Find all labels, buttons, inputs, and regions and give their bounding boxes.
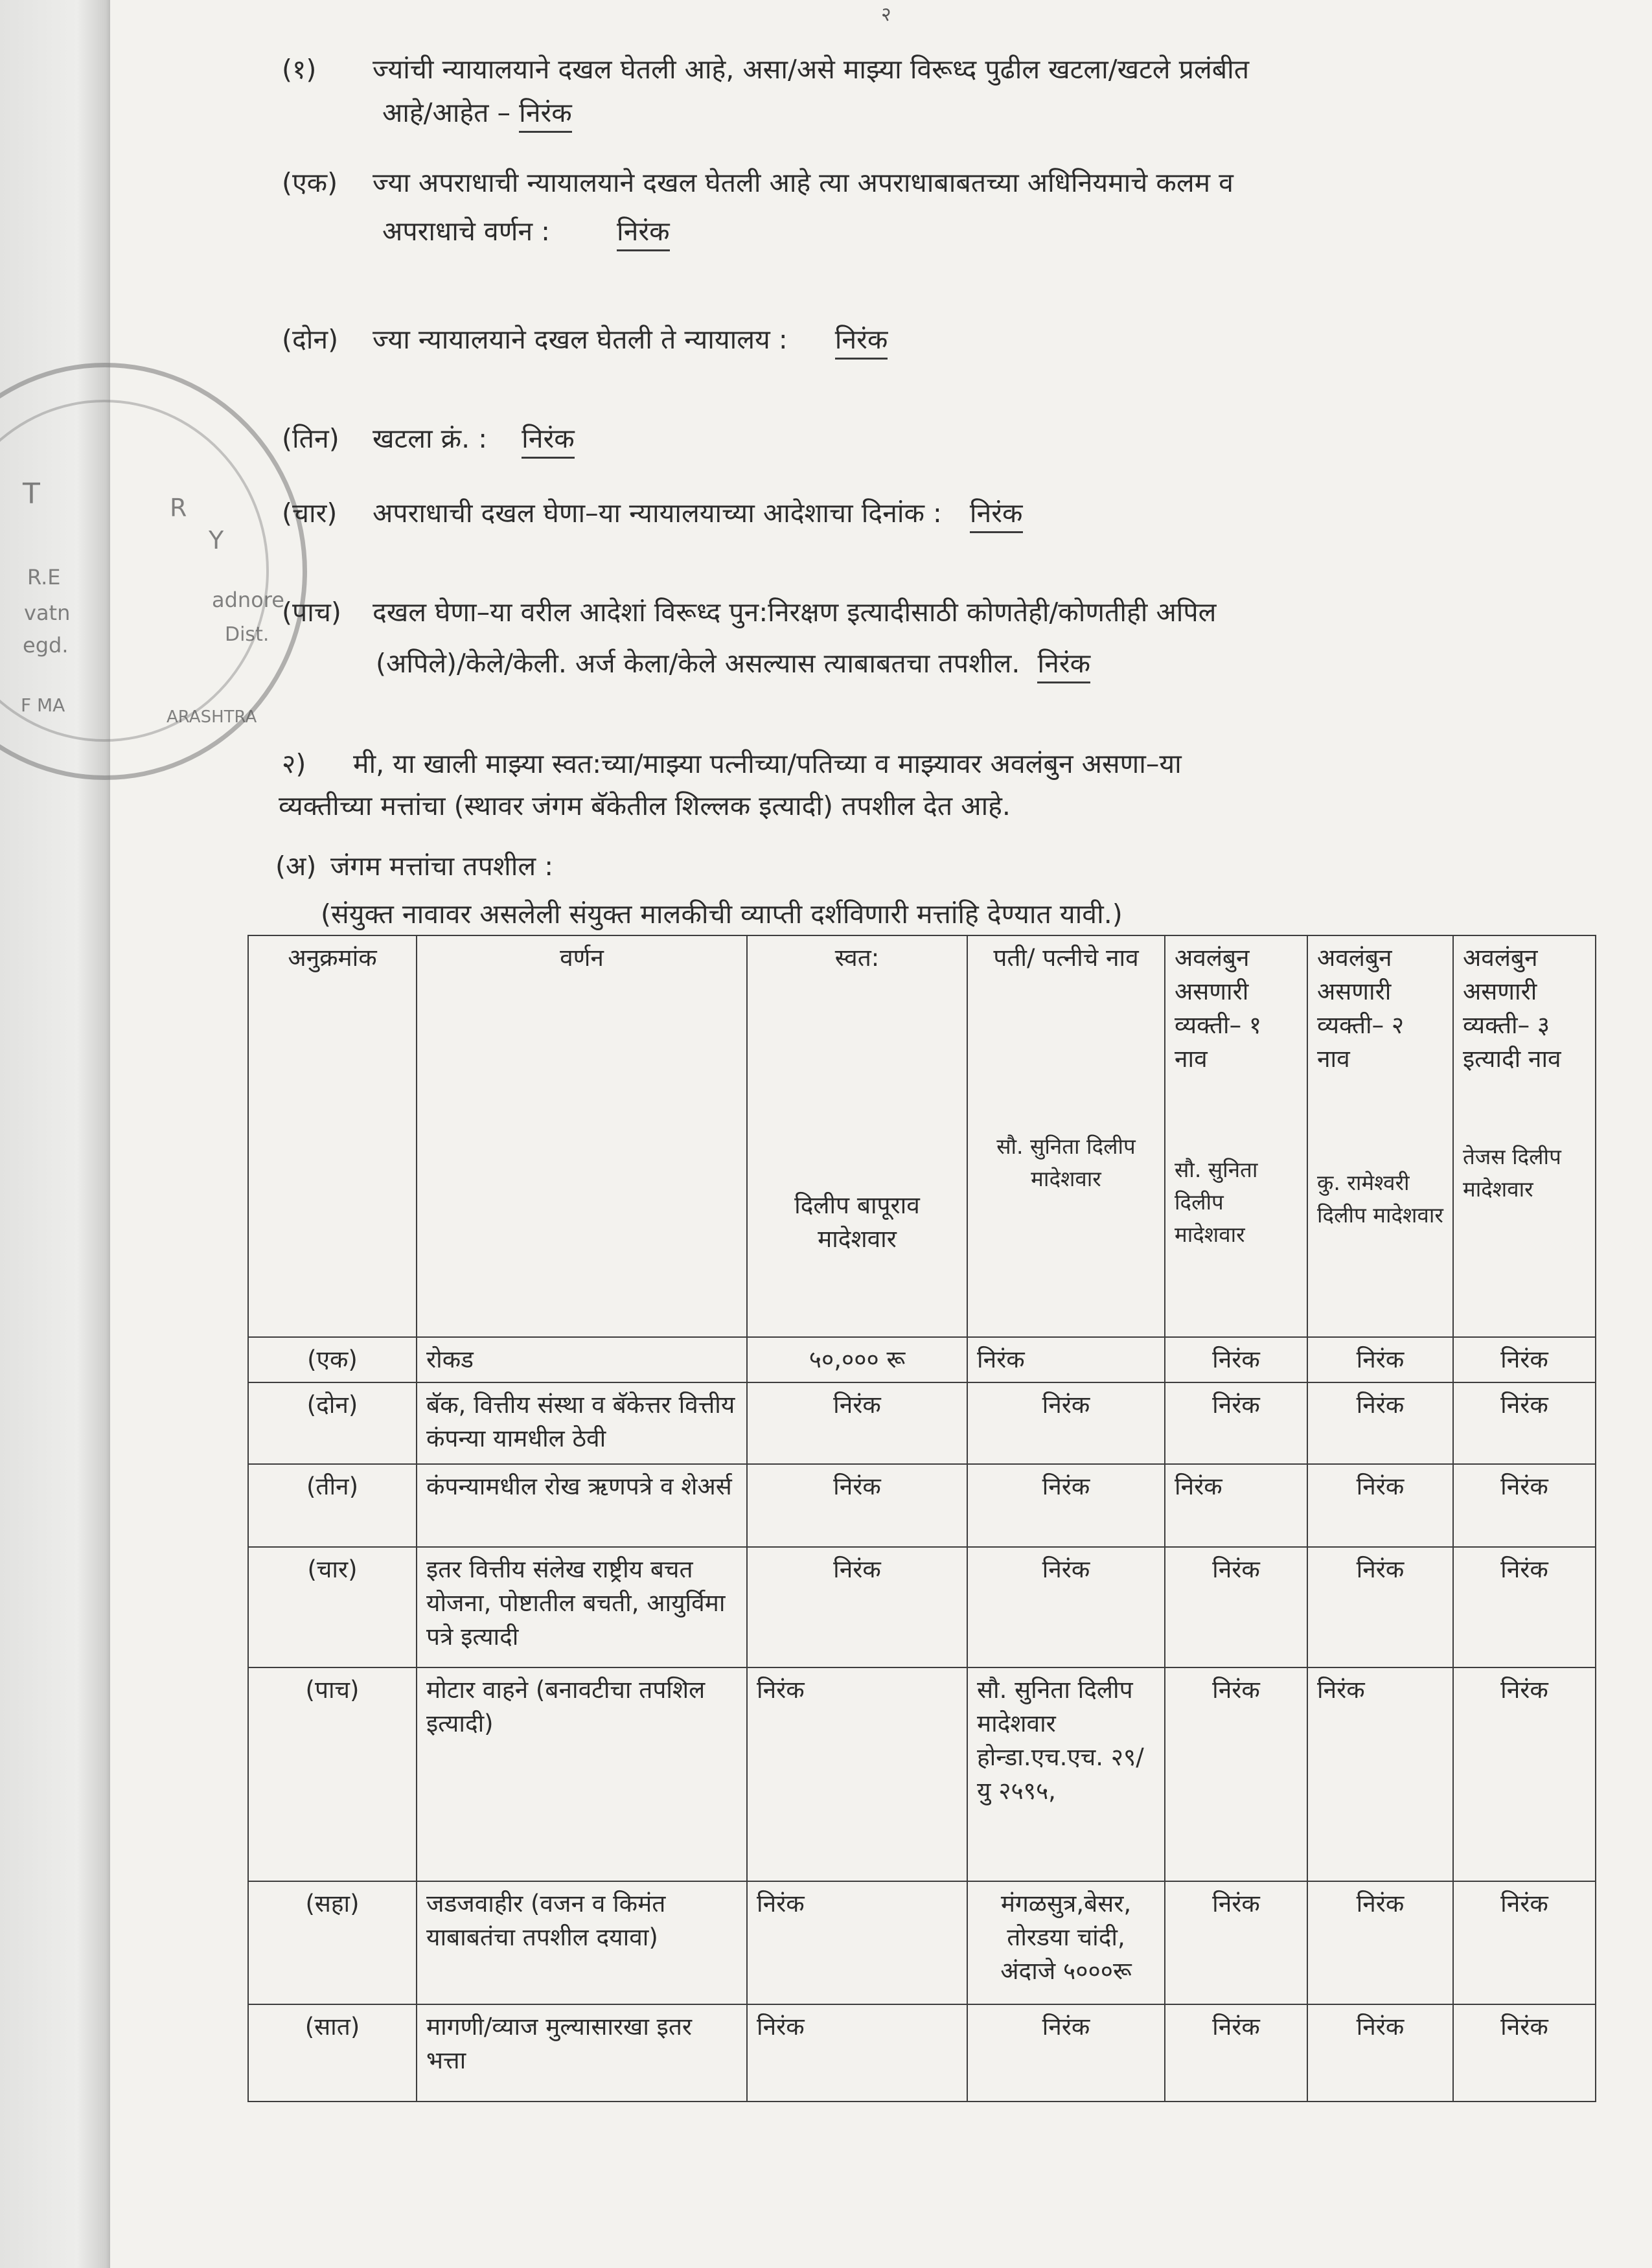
header-dependent-3 — [1453, 935, 1596, 1337]
row-description: मोटार वाहने (बनावटीचा तपशिल इत्यादी) — [417, 1667, 747, 1881]
header-dependent-2 — [1307, 935, 1453, 1337]
item-number: (चार) — [282, 498, 338, 529]
row-number: (दोन) — [248, 1382, 417, 1464]
item-text: खटला क्रं. : — [373, 423, 488, 454]
stamp-letter: Y — [209, 526, 224, 555]
cell-self: निरंक — [747, 1881, 967, 2004]
sub-number: (अ) — [275, 851, 317, 882]
answer-nil: निरंक — [519, 97, 572, 133]
header-description — [417, 935, 747, 1337]
case-item-don — [282, 321, 888, 358]
header-label: अवलंबुन असणारी व्यक्ती– १ नाव — [1175, 944, 1262, 1073]
header-self — [747, 935, 967, 1337]
case-item-tin — [282, 420, 575, 457]
header-label: वर्णन — [560, 944, 604, 972]
answer-nil: निरंक — [835, 324, 888, 360]
cell-dependent-1: निरंक — [1165, 1382, 1307, 1464]
stamp-text-line: F MA — [21, 694, 65, 716]
row-description: बॅक, वित्तीय संस्था व बॅकेत्तर वित्तीय कंपन्या यामधील ठेवी — [417, 1382, 747, 1464]
item-number: (१) — [282, 54, 317, 85]
cell-spouse: सौ. सुनिता दिलीप मादेशवार होन्डा.एच.एच. २९/यु २५९५, — [967, 1667, 1165, 1881]
header-label: अवलंबुन असणारी व्यक्ती– २ नाव — [1317, 944, 1405, 1073]
cell-self: निरंक — [747, 2004, 967, 2102]
table-row — [248, 1464, 1596, 1547]
row-number: (चार) — [248, 1547, 417, 1667]
answer-nil: निरंक — [617, 216, 670, 251]
name-dependent-2: कु. रामेश्वरी दिलीप मादेशवार — [1317, 1170, 1443, 1228]
cell-dependent-3: निरंक — [1453, 2004, 1596, 2102]
stamp-text-line: Dist. — [225, 623, 270, 646]
cell-dependent-2: निरंक — [1307, 1382, 1453, 1464]
item-text: अपराधाची दखल घेणा–या न्यायालयाच्या आदेशाचा दिनांक : — [373, 498, 942, 529]
row-description: मागणी/व्याज मुल्यासारखा इतर भत्ता — [417, 2004, 747, 2102]
note-text: (संयुक्त नावावर असलेली संयुक्त मालकीची व्याप्ती दर्शविणारी मत्तांहि देण्यात यावी.) — [321, 899, 1123, 930]
name-self: दिलीप बापूराव मादेशवार — [794, 1191, 920, 1253]
case-item-1 — [282, 51, 1249, 88]
case-item-pach-line2 — [376, 645, 1090, 682]
cell-self: निरंक — [747, 1382, 967, 1464]
header-label: अवलंबुन असणारी व्यक्ती– ३ इत्यादी नाव — [1463, 944, 1561, 1073]
header-label: पती/ पत्नीचे नाव — [993, 944, 1139, 972]
cell-dependent-1: निरंक — [1165, 1667, 1307, 1881]
stamp-letter: T — [23, 477, 40, 510]
header-label: अनुक्रमांक — [288, 944, 377, 972]
cell-spouse: निरंक — [967, 1382, 1165, 1464]
cell-dependent-1: निरंक — [1165, 1337, 1307, 1382]
row-number: (सहा) — [248, 1881, 417, 2004]
cell-dependent-3: निरंक — [1453, 1881, 1596, 2004]
section-text: व्यक्तीच्या मत्तांचा (स्थावर जंगम बॅकेतील शिल्लक इत्यादी) तपशील देत आहे. — [279, 790, 1011, 821]
row-number: (एक) — [248, 1337, 417, 1382]
item-text: आहे/आहेत – — [382, 97, 511, 128]
item-number: (एक) — [282, 167, 338, 198]
item-text: ज्या अपराधाची न्यायालयाने दखल घेतली आहे त्या अपराधाबाबतच्या अधिनियमाचे कलम व — [373, 167, 1233, 198]
answer-nil: निरंक — [522, 423, 575, 459]
page-number: २ — [881, 3, 891, 26]
header-spouse — [967, 935, 1165, 1337]
answer-nil: निरंक — [1037, 648, 1090, 683]
row-number: (सात) — [248, 2004, 417, 2102]
table-row — [248, 1382, 1596, 1464]
section-text: मी, या खाली माझ्या स्वत:च्या/माझ्या पत्नीच्या/पतिच्या व माझ्यावर अवलंबुन असणा–या — [353, 748, 1182, 779]
case-item-pach — [282, 593, 1216, 631]
cell-dependent-3: निरंक — [1453, 1382, 1596, 1464]
cell-dependent-1: निरंक — [1165, 1464, 1307, 1547]
item-text: ज्या न्यायालयाने दखल घेतली ते न्यायालय : — [373, 324, 788, 355]
row-description: इतर वित्तीय संलेख राष्ट्रीय बचत योजना, पोष्टातील बचती, आयुर्विमा पत्रे इत्यादी — [417, 1547, 747, 1667]
table-row — [248, 1547, 1596, 1667]
stamp-text-line: R.E — [27, 565, 61, 590]
cell-spouse: निरंक — [967, 2004, 1165, 2102]
section-2-line1 — [282, 745, 1182, 783]
stamp-text-line: adnore — [212, 588, 284, 612]
case-item-ek-line2 — [382, 212, 670, 250]
cell-dependent-2: निरंक — [1307, 1464, 1453, 1547]
binding-strip — [0, 0, 110, 2268]
row-description: रोकड — [417, 1337, 747, 1382]
cell-dependent-3: निरंक — [1453, 1337, 1596, 1382]
section-number: २) — [282, 748, 306, 779]
table-row — [248, 1667, 1596, 1881]
section-2-line2 — [279, 787, 1011, 825]
item-text: ज्यांची न्यायालयाने दखल घेतली आहे, असा/असे माझ्या विरूध्द पुढील खटला/खटले प्रलंबीत — [373, 54, 1250, 85]
name-dependent-3: तेजस दिलीप मादेशवार — [1463, 1144, 1561, 1202]
header-serial — [248, 935, 417, 1337]
cell-dependent-2: निरंक — [1307, 2004, 1453, 2102]
stamp-text-line: vatn — [24, 601, 71, 625]
table-header-row — [248, 935, 1596, 1337]
item-text: दखल घेणा–या वरील आदेशां विरूध्द पुन:निरक्षण इत्यादीसाठी कोणतेही/कोणतीही अपिल — [373, 597, 1217, 628]
row-description: कंपन्यामधील रोख ऋणपत्रे व शेअर्स — [417, 1464, 747, 1547]
case-item-char — [282, 494, 1023, 532]
cell-dependent-2: निरंक — [1307, 1667, 1453, 1881]
stamp-text-line: egd. — [23, 633, 69, 658]
item-number: (पाच) — [282, 597, 341, 628]
header-dependent-1 — [1165, 935, 1307, 1337]
cell-dependent-2: निरंक — [1307, 1337, 1453, 1382]
stamp-letter: R — [170, 494, 187, 522]
answer-nil: निरंक — [970, 498, 1023, 533]
sub-heading: जंगम मत्तांचा तपशील : — [330, 851, 554, 882]
cell-dependent-2: निरंक — [1307, 1881, 1453, 2004]
table-row — [248, 1337, 1596, 1382]
cell-spouse: निरंक — [967, 1464, 1165, 1547]
joint-ownership-note — [321, 895, 1123, 933]
cell-dependent-1: निरंक — [1165, 2004, 1307, 2102]
stamp-text-line: ARASHTRA — [166, 707, 257, 727]
movable-assets-heading — [275, 847, 553, 885]
row-number: (तीन) — [248, 1464, 417, 1547]
movable-assets-table — [247, 935, 1596, 2102]
name-spouse: सौ. सुनिता दिलीप मादेशवार — [996, 1134, 1136, 1191]
case-item-1-line2 — [382, 94, 572, 132]
item-text: (अपिले)/केले/केली. अर्ज केला/केले असल्यास त्याबाबतचा तपशील. — [376, 648, 1020, 679]
row-number: (पाच) — [248, 1667, 417, 1881]
cell-self: निरंक — [747, 1667, 967, 1881]
cell-spouse: निरंक — [967, 1547, 1165, 1667]
cell-self: निरंक — [747, 1547, 967, 1667]
table-row — [248, 1881, 1596, 2004]
name-dependent-1: सौ. सुनिता दिलीप मादेशवार — [1175, 1157, 1258, 1247]
item-text: अपराधाचे वर्णन : — [382, 216, 550, 247]
header-label: स्वत: — [834, 944, 880, 972]
cell-spouse: निरंक — [967, 1337, 1165, 1382]
cell-dependent-1: निरंक — [1165, 1547, 1307, 1667]
item-number: (दोन) — [282, 324, 339, 355]
case-item-ek — [282, 164, 1233, 201]
cell-dependent-3: निरंक — [1453, 1547, 1596, 1667]
row-description: जडजवाहीर (वजन व किमंत याबाबतंचा तपशील दयावा) — [417, 1881, 747, 2004]
item-number: (तिन) — [282, 423, 339, 454]
cell-dependent-3: निरंक — [1453, 1667, 1596, 1881]
cell-dependent-2: निरंक — [1307, 1547, 1453, 1667]
cell-dependent-1: निरंक — [1165, 1881, 1307, 2004]
cell-self: ५०,००० रू — [747, 1337, 967, 1382]
table-row — [248, 2004, 1596, 2102]
cell-dependent-3: निरंक — [1453, 1464, 1596, 1547]
cell-self: निरंक — [747, 1464, 967, 1547]
cell-spouse: मंगळसुत्र,बेसर, तोरडया चांदी, अंदाजे ५०००रू — [967, 1881, 1165, 2004]
